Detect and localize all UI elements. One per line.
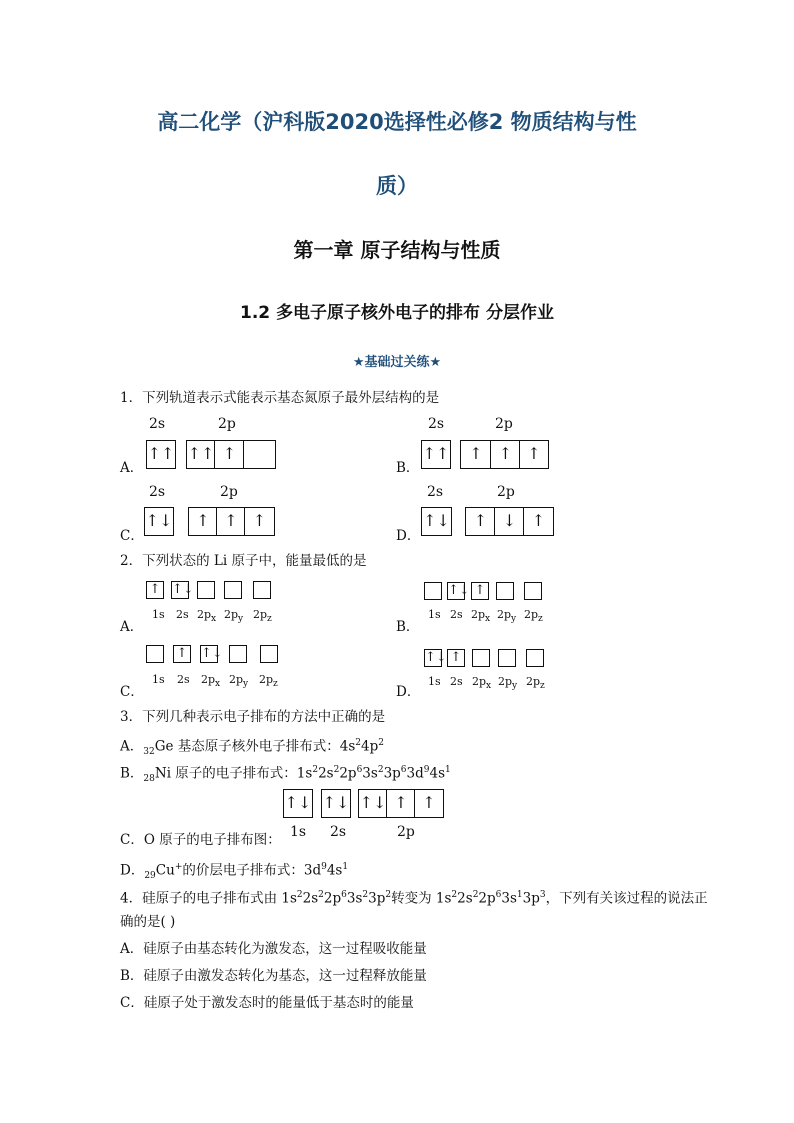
label-2s: 2s <box>330 824 347 840</box>
orbital-box: ↑ <box>188 507 218 536</box>
orbital-label: $2p_z$ <box>526 675 545 692</box>
orbital-box: ↓ <box>494 507 525 536</box>
orbital-box <box>224 581 242 599</box>
orbital-box <box>243 440 276 469</box>
orbital-box <box>498 649 516 667</box>
label-2s: 2s <box>149 484 166 500</box>
orbital-label: $2p_y$ <box>224 608 244 625</box>
q1-stem: 1．下列轨道表示式能表示基态氮原子最外层结构的是 <box>120 390 440 406</box>
orbital-box: ↑↑ <box>421 440 451 469</box>
orbital-box: ↑ <box>244 507 275 536</box>
orbital-box <box>524 582 542 600</box>
orbital-box: ↑↓ <box>421 507 452 536</box>
orbital-box <box>472 649 490 667</box>
option-letter: B． <box>396 619 420 635</box>
orbital-label: $2p_y$ <box>229 673 249 690</box>
orbital-box: ↑ <box>216 507 246 536</box>
option-letter: B． <box>396 460 420 476</box>
orbital-label: $2p_x$ <box>472 675 492 692</box>
option-letter: A． <box>120 460 144 476</box>
q3-option-d: D．$_{29}$Cu+的价层电子排布式：$3d^94s^1$ <box>120 862 349 882</box>
chapter-title: 第一章 原子结构与性质 <box>293 238 501 262</box>
orbital-box: ↑ <box>173 645 191 663</box>
q4-option-b: B．硅原子由激发态转化为基态，这一过程释放能量 <box>120 968 427 984</box>
option-letter: C． <box>120 684 144 700</box>
orbital-box: ↑ <box>386 789 416 818</box>
label-2p: 2p <box>218 416 236 432</box>
orbital-box: ↑↓ <box>283 789 313 818</box>
orbital-label: 2s <box>177 673 190 686</box>
orbital-box: ↑ <box>146 581 164 599</box>
orbital-box: ↑ <box>490 440 521 469</box>
orbital-box <box>526 649 544 667</box>
orbital-box: ↑ <box>460 440 492 469</box>
q3-stem: 3．下列几种表示电子排布的方法中正确的是 <box>120 709 386 725</box>
option-letter: A． <box>120 619 144 635</box>
orbital-label: $2p_z$ <box>253 608 272 625</box>
orbital-box: ↑ <box>519 440 549 469</box>
orbital-label: $2p_z$ <box>259 673 278 690</box>
option-letter: C． <box>120 528 144 544</box>
label-2p: 2p <box>397 824 415 840</box>
q2-stem: 2．下列状态的 Li 原子中，能量最低的是 <box>120 553 367 569</box>
orbital-label: 1s <box>152 608 165 621</box>
orbital-box <box>496 582 514 600</box>
option-letter: D． <box>396 684 421 700</box>
orbital-box <box>260 645 278 663</box>
doc-title-line1: 高二化学（沪科版2020选择性必修2 物质结构与性 <box>157 110 637 134</box>
orbital-box: ↑ <box>471 582 489 600</box>
orbital-box: ↑↑ <box>186 440 216 469</box>
orbital-box <box>229 645 247 663</box>
q4-option-a: A．硅原子由基态转化为激发态，这一过程吸收能量 <box>120 941 427 957</box>
orbital-label: 1s <box>152 673 165 686</box>
orbital-box <box>197 581 215 599</box>
orbital-box: ↑↓ <box>358 789 388 818</box>
orbital-box: ↑↑ <box>146 440 176 469</box>
orbital-box: ↑ <box>523 507 554 536</box>
orbital-box: ↑↓ <box>321 789 351 818</box>
orbital-box: ↑↓ <box>172 582 194 597</box>
orbital-label: 1s <box>428 675 441 688</box>
orbital-label: $2p_y$ <box>498 675 518 692</box>
orbital-box <box>146 645 164 663</box>
q4-stem-line2: 确的是( ) <box>120 914 176 930</box>
orbital-label: $2p_x$ <box>201 673 221 690</box>
orbital-label: 1s <box>428 608 441 621</box>
subsection-title: ★基础过关练★ <box>352 355 442 370</box>
orbital-box <box>424 582 442 600</box>
orbital-box: ↑ <box>447 649 465 667</box>
orbital-label: $2p_z$ <box>524 608 543 625</box>
label-2s: 2s <box>427 484 444 500</box>
orbital-box: ↑↓ <box>448 583 470 598</box>
orbital-label: 2s <box>450 675 463 688</box>
label-2p: 2p <box>220 484 238 500</box>
orbital-label: 2s <box>450 608 463 621</box>
orbital-label: 2s <box>176 608 189 621</box>
label-2p: 2p <box>495 416 513 432</box>
label-1s: 1s <box>290 824 307 840</box>
q4-option-c: C．硅原子处于激发态时的能量低于基态时的能量 <box>120 995 414 1011</box>
q3-option-b: B．$_{28}$Ni 原子的电子排布式：$1s^22s^22p^63s^23p^63d^94s^1$ <box>120 765 451 785</box>
orbital-label: $2p_x$ <box>197 608 217 625</box>
orbital-box: ↑ <box>214 440 245 469</box>
orbital-box: ↑↓ <box>425 650 447 665</box>
q4-stem-line1: 4．硅原子的电子排布式由 $1s^22s^22p^63s^23p^2$转变为 $1s^22s^22p^63s^13p^3$，下列有关该过程的说法正 <box>120 890 708 907</box>
orbital-box: ↑↓ <box>201 646 223 661</box>
orbital-label: $2p_y$ <box>497 608 517 625</box>
option-letter: D． <box>396 528 421 544</box>
label-2p: 2p <box>497 484 515 500</box>
label-2s: 2s <box>149 416 166 432</box>
label-2s: 2s <box>428 416 445 432</box>
orbital-box: ↑ <box>465 507 496 536</box>
q3-option-a: A．$_{32}$Ge 基态原子核外电子排布式：$4s^24p^2$ <box>120 738 384 758</box>
q3-option-c: C．O 原子的电子排布图： <box>120 832 281 848</box>
orbital-box <box>253 581 271 599</box>
doc-title-line2: 质） <box>376 174 418 198</box>
orbital-box: ↑↓ <box>144 507 174 536</box>
orbital-label: $2p_x$ <box>471 608 491 625</box>
section-title: 1.2 多电子原子核外电子的排布 分层作业 <box>240 303 554 323</box>
orbital-box: ↑ <box>414 789 444 818</box>
